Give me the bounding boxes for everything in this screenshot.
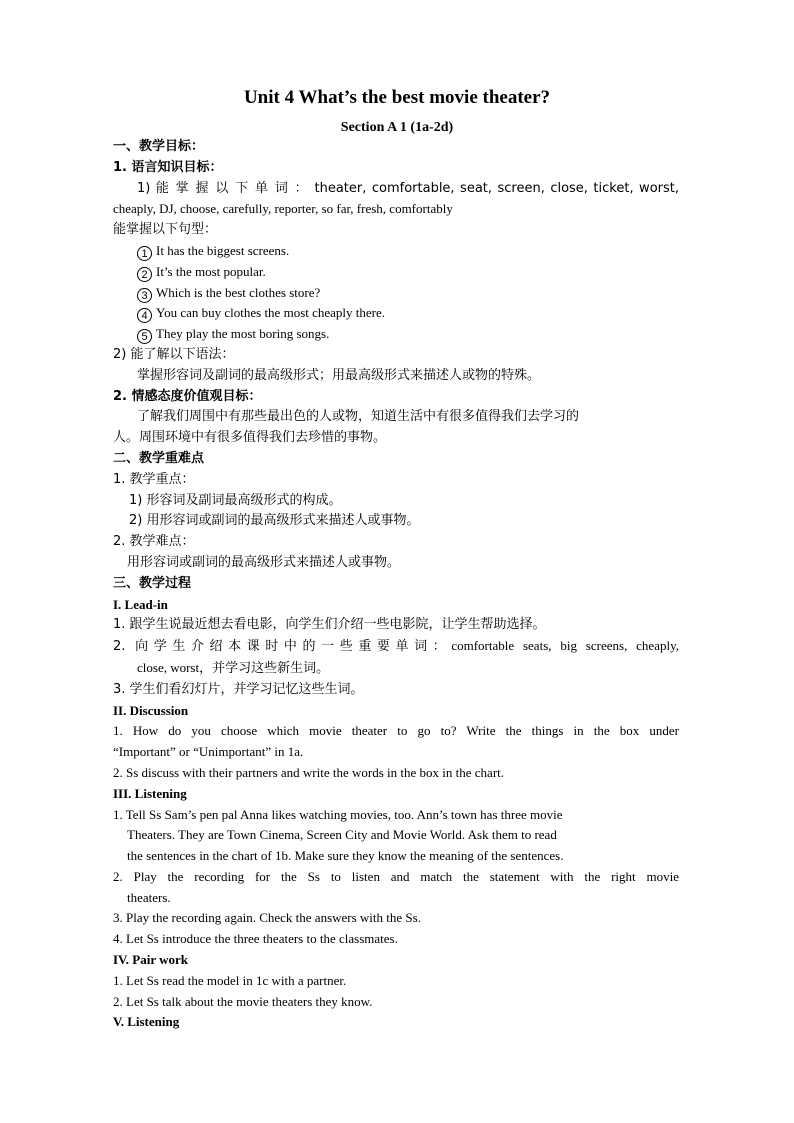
grammar-text: 掌握形容词及副词的最高级形式；用最高级形式来描述人或物的特殊。	[137, 367, 541, 383]
listening-item-1-line-3: the sentences in the chart of 1b. Make sure they know the meaning of the sentences.	[127, 848, 564, 864]
lead-in-item-2-en: comfortable seats, big screens, cheaply,	[451, 638, 679, 654]
lead-in-item-2-cn: 2. 向学生介绍本课时中的一些重要单词：	[113, 639, 452, 655]
listening-item-1-line-1: 1. Tell Ss Sam’s pen pal Anna likes watching movies, too. Ann’s town has three movie	[113, 806, 563, 822]
discussion-item-2: 2. Ss discuss with their partners and write the words in the box in the chart.	[113, 764, 505, 780]
listening-item-3: 3. Play the recording again. Check the answers with the Ss.	[113, 910, 421, 926]
listening-item-1-line-2: Theaters. They are Town Cinema, Screen City and Movie World. Ask them to read	[127, 827, 557, 843]
lead-in-item-2-line-2	[113, 658, 679, 680]
discussion-item-1-line-1: 1. How do you choose which movie theater to go to? Write the things in the box under	[113, 723, 679, 739]
difficulty-label: 2. 教学难点：	[113, 534, 195, 550]
pair-work-item-2: 2. Let Ss talk about the movie theaters they know.	[113, 993, 373, 1009]
document-body	[113, 137, 679, 1033]
difficulty-text: 用形容词或副词的最高级形式来描述人或事物。	[127, 554, 401, 570]
pair-work-item-1: 1. Let Ss read the model in 1c with a partner.	[113, 972, 347, 988]
sentence-text: You can buy clothes the most cheaply there.	[156, 305, 386, 321]
sentence-text: It has the biggest screens.	[156, 242, 290, 258]
page-title: Unit 4 What’s the best movie theater?	[243, 87, 551, 108]
section-heading-key-points: 二、教学重难点	[113, 450, 205, 466]
sentence-item	[113, 262, 679, 283]
step-heading-listening: III. Listening	[113, 785, 187, 801]
section-heading-process: 三、教学过程	[113, 575, 192, 591]
circled-number: 4	[137, 308, 152, 323]
sentence-item	[113, 324, 679, 345]
sentence-text: It’s the most popular.	[156, 263, 266, 279]
circled-number: 3	[137, 288, 152, 303]
vocab-line-1: 1) 能 掌 握 以 下 单 词 ： theater, comfortable, seat, screen, close, ticket, worst,	[137, 180, 679, 196]
step-heading-listening-2: V. Listening	[113, 1014, 180, 1030]
sentence-item	[113, 241, 679, 262]
listening-item-2-line-2: theaters.	[127, 889, 171, 905]
key-point-item: 1) 形容词及副词最高级形式的构成。	[129, 492, 342, 508]
discussion-item-1-line-2: “Important” or “Unimportant” in 1a.	[113, 744, 304, 760]
lead-in-item-3: 3. 学生们看幻灯片，并学习记忆这些生词。	[113, 681, 364, 697]
lead-in-item-2-cn-2: 并学习这些新生词。	[212, 660, 330, 676]
sentence-text: They play the most boring songs.	[156, 326, 330, 342]
step-heading-pair-work: IV. Pair work	[113, 952, 188, 968]
step-heading-discussion: II. Discussion	[113, 702, 189, 718]
section-heading-goals: 一、教学目标：	[113, 139, 205, 154]
sentence-item	[113, 283, 679, 304]
circled-number: 1	[137, 246, 152, 261]
page-subtitle: Section A 1 (1a-2d)	[340, 120, 454, 135]
emotion-line-2: 人。周围环境中有很多值得我们去珍惜的事物。	[113, 430, 387, 446]
sentence-text: Which is the best clothes store?	[156, 284, 321, 300]
grammar-label: 2) 能了解以下语法：	[113, 346, 235, 362]
key-points-label: 1. 教学重点：	[113, 471, 195, 487]
subheading-emotion-goals: 2. 情感态度价值观目标：	[113, 388, 262, 404]
lead-in-item-2-line-1	[113, 636, 679, 658]
vocab-line-2: cheaply, DJ, choose, carefully, reporter, so far, fresh, comfortably	[113, 201, 453, 217]
sentences-label: 能掌握以下句型：	[113, 222, 218, 238]
subheading-language-goals: 1. 语言知识目标：	[113, 159, 223, 175]
emotion-line-1: 了解我们周围中有那些最出色的人或物，知道生活中有很多值得我们去学习的	[137, 409, 580, 425]
step-heading-lead-in: I. Lead-in	[113, 596, 168, 612]
key-point-item: 2) 用形容词或副词的最高级形式来描述人或事物。	[129, 513, 420, 529]
lead-in-item-2-en-2: close, worst，	[137, 659, 213, 675]
listening-item-2-line-1: 2. Play the recording for the Ss to listen and match the statement with the right movie	[113, 868, 679, 884]
sentence-item	[113, 303, 679, 324]
circled-number: 2	[137, 267, 152, 282]
listening-item-4: 4. Let Ss introduce the three theaters to the classmates.	[113, 931, 398, 947]
lead-in-item-1: 1. 跟学生说最近想去看电影，向学生们介绍一些电影院，让学生帮助选择。	[113, 617, 546, 633]
circled-number: 5	[137, 329, 152, 344]
